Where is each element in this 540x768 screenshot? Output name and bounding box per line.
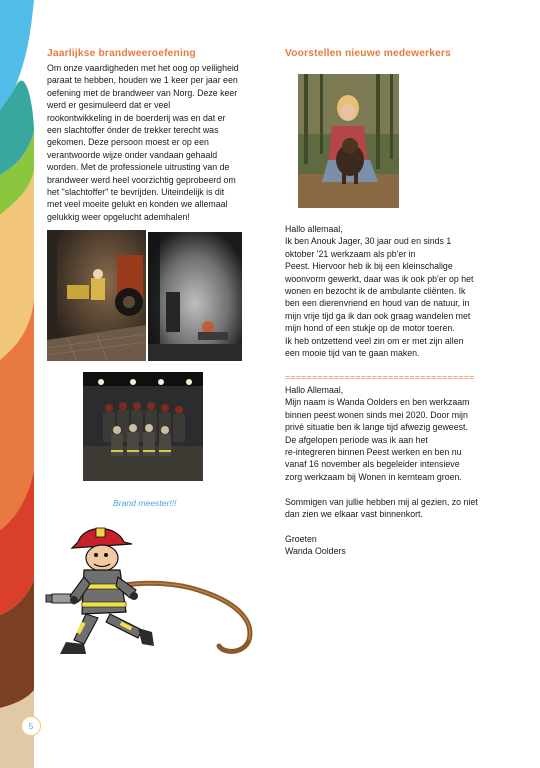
- intro-anouk: [285, 223, 517, 359]
- body-line: worden. Met de professionele uitrusting van de: [47, 162, 230, 173]
- body-line: Ik ben Anouk Jager, 30 jaar oud en sinds 1: [285, 236, 452, 247]
- body-line: het "slachtoffer" te bevrijden. Uiteindelijk is dit: [47, 187, 225, 198]
- body-line: Sommigen van jullie hebben mij al gezien, zo niet: [285, 497, 478, 507]
- body-line: zorg werkzaam bij Wonen in kernteam groen.: [285, 471, 462, 482]
- intro-wanda: [285, 384, 517, 483]
- signoff-name: Wanda Oolders: [285, 546, 346, 557]
- body-line: dan zien we elkaar vast binnenkort.: [285, 509, 423, 520]
- photo-firefighter-team: [83, 372, 203, 481]
- body-line: oefening met de brandweer van Norg. Deze keer: [47, 87, 238, 98]
- signoff: [285, 533, 517, 558]
- right-article-title: Voorstellen nieuwe medewerkers: [285, 48, 452, 59]
- body-line: met veel moeite gelukt en konden we allemaal: [47, 199, 228, 210]
- body-line: wonen en bezocht ik de ambulante cliënten. Ik: [285, 286, 466, 297]
- cartoon-firefighter-illustration: [44, 522, 260, 662]
- body-line: woonvorm gewerkt, daar was ik ook pb'er op het: [285, 273, 474, 284]
- signoff-greeting: Groeten: [285, 534, 317, 544]
- body-line: een mooie tijd van te gaan maken.: [285, 348, 420, 359]
- page-number: 5: [21, 716, 41, 736]
- body-line: Om onze vaardigheden met het oog op veiligheid: [47, 63, 239, 73]
- decorative-side-stripe: [0, 0, 40, 768]
- photo-rescue-exercise: [47, 230, 146, 361]
- body-line: privé situatie ben ik lange tijd afwezig geweest.: [285, 422, 468, 433]
- body-line: mijn hond of een stukje op de motor toeren.: [285, 323, 455, 334]
- body-line: vanaf 16 november als begeleider intensieve: [285, 459, 460, 470]
- body-line: werd er gesimuleerd dat er veel: [47, 100, 171, 111]
- body-line: Ik heb ontzettend veel zin om er met zijn allen: [285, 335, 464, 346]
- body-line: oktober '21 werkzaam als pb'er in: [285, 248, 416, 259]
- body-line: brandweer werd heel voorzichtig geprobeerd om: [47, 174, 236, 185]
- body-line: paraat te hebben, houden we 1 keer per jaar een: [47, 75, 238, 86]
- body-line: Mijn naam is Wanda Oolders en ben werkzaam: [285, 397, 470, 408]
- body-line: verantwoorde wijze onder vandaan gehaald: [47, 149, 218, 160]
- body-line: gekomen. Deze persoon moest er op een: [47, 137, 209, 148]
- body-line: Hallo allemaal,: [285, 224, 343, 234]
- body-line: mijn vrije tijd ga ik dan ook graag wandelen met: [285, 310, 471, 321]
- photo-anouk-with-dog: [298, 74, 399, 208]
- photo-caption: Brand meester!!!: [113, 498, 177, 508]
- body-line: De afgelopen periode was ik aan het: [285, 434, 428, 445]
- body-line: een slachtoffer ónder de trekker terecht was: [47, 125, 219, 136]
- body-line: rookontwikkeling in de boerderij was en dat er: [47, 112, 226, 123]
- separator-line: ===================================: [285, 372, 475, 382]
- photo-smoke-barn: [148, 232, 242, 361]
- body-line: ben een dierenvriend en houd van de natuur, in: [285, 298, 470, 309]
- closing-paragraph: [285, 496, 517, 521]
- left-article-body: [47, 62, 279, 223]
- body-line: re-integreren binnen Peest werken en ben nu: [285, 447, 462, 458]
- body-line: binnen peest wonen sinds mei 2020. Door mijn: [285, 409, 468, 420]
- body-line: Hallo Allemaal,: [285, 385, 344, 395]
- body-line: gelukkig weer opgelucht ademhalen!: [47, 211, 190, 222]
- body-line: Peest. Hiervoor heb ik bij een kleinschalige: [285, 261, 453, 272]
- left-article-title: Jaarlijkse brandweeroefening: [47, 48, 196, 59]
- left-article: [47, 48, 279, 223]
